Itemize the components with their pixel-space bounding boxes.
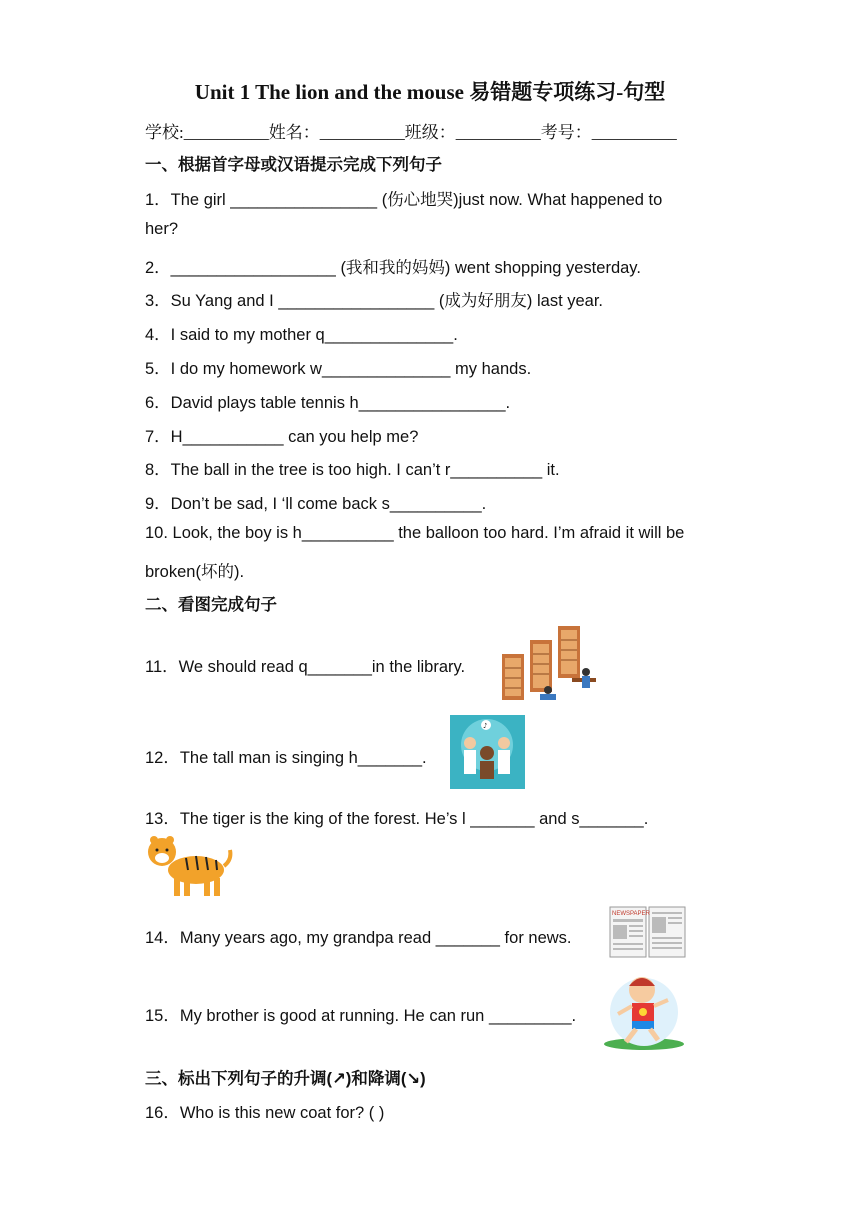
tiger-illustration	[146, 830, 234, 900]
running-boy-illustration	[598, 968, 688, 1052]
question-14: 14．Many years ago, my grandpa read _______ for news.	[145, 929, 572, 947]
question-11: 11．We should read q_______in the library.	[145, 658, 466, 676]
newspaper-masthead: NEWSPAPER	[612, 911, 650, 917]
question-8: 8．The ball in the tree is too high. I can’t r__________ it.	[145, 461, 560, 479]
singing-men-illustration	[450, 715, 525, 789]
page-title: Unit 1 The lion and the mouse 易错题专项练习-句型	[194, 80, 666, 104]
question-5: 5．I do my homework w______________ my hands.	[145, 360, 532, 378]
section-3-heading: 三、标出下列句子的升调(↗)和降调(↘)	[145, 1070, 426, 1088]
question-1-cont: her?	[145, 220, 179, 238]
student-info-line: 学校:__________姓名：__________班级：__________考号：__________	[145, 123, 677, 142]
question-4: 4．I said to my mother q______________.	[145, 326, 458, 344]
question-1: 1．The girl ________________ (伤心地哭)just now. What happened to	[145, 191, 663, 209]
question-7: 7．H___________ can you help me?	[145, 428, 419, 446]
question-15: 15．My brother is good at running. He can run _________.	[145, 1007, 577, 1025]
library-illustration	[500, 622, 604, 704]
question-9: 9．Don’t be sad, I ‘ll come back s__________.	[145, 495, 487, 513]
question-6: 6．David plays table tennis h________________.	[145, 394, 511, 412]
question-13: 13．The tiger is the king of the forest. He’s l _______ and s_______.	[145, 810, 649, 828]
question-3: 3．Su Yang and I _________________ (成为好朋友) last year.	[145, 292, 604, 310]
question-10-cont: broken(坏的).	[145, 563, 245, 581]
question-10: 10. Look, the boy is h__________ the balloon too hard. I’m afraid it will be	[145, 524, 685, 542]
question-12: 12．The tall man is singing h_______.	[145, 749, 427, 767]
section-2-heading: 二、看图完成句子	[145, 596, 277, 614]
newspaper-illustration	[609, 906, 686, 958]
question-2: 2．__________________ (我和我的妈妈) went shopping yesterday.	[145, 259, 641, 277]
question-16: 16．Who is this new coat for? ( )	[145, 1104, 385, 1122]
section-1-heading: 一、根据首字母或汉语提示完成下列句子	[145, 156, 442, 174]
svg-text:♪: ♪	[483, 722, 488, 730]
